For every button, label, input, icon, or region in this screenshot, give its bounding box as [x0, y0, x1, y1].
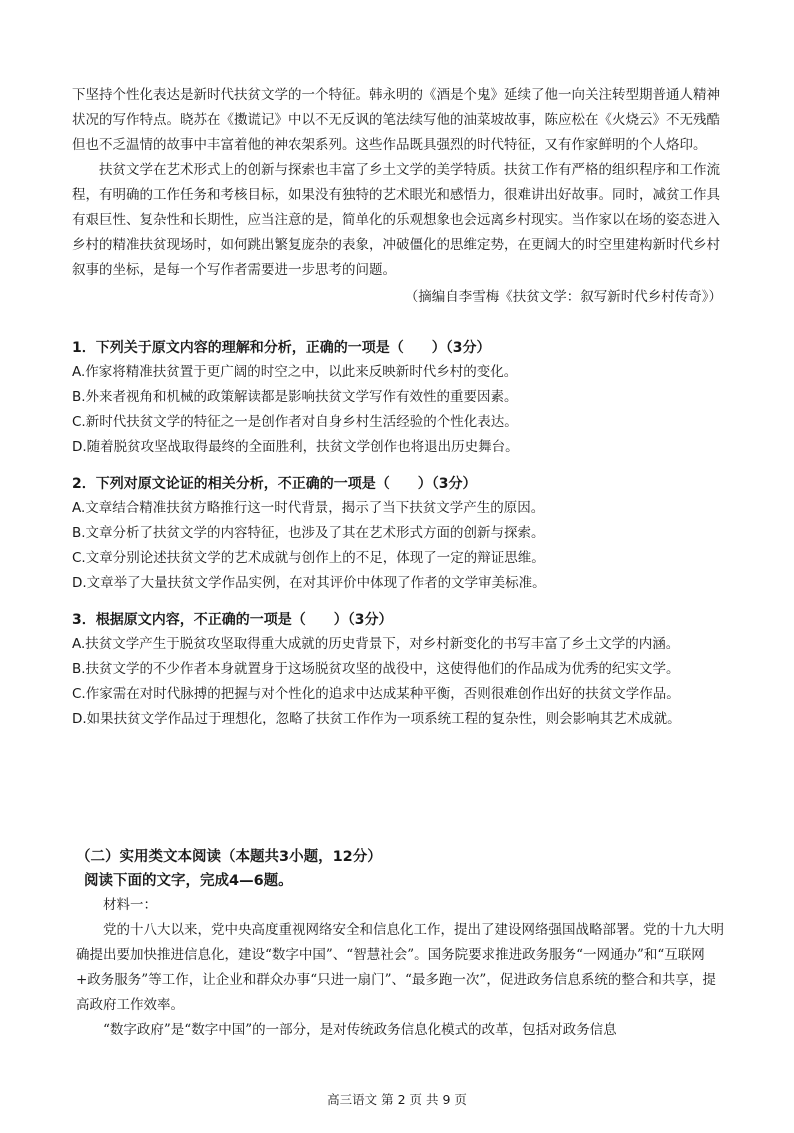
page-footer: 高三语文 第 2 页 共 9 页 [327, 1092, 467, 1107]
question-stem: 2．下列对原文论证的相关分析，不正确的一项是（ ）（3分） [72, 476, 477, 492]
option-a[interactable]: A.作家将精准扶贫置于更广阔的时空之中，以此来反映新时代乡村的变化。 [72, 364, 518, 380]
option-d[interactable]: D.文章举了大量扶贫文学作品实例，在对其评价中体现了作者的文学审美标准。 [72, 575, 546, 591]
passage-paragraph: 下坚持个性化表达是新时代扶贫文学的一个特征。韩永明的《酒是个鬼》延续了他一向关注转型期普通人精神状况的写作特点。晓苏在《擞谎记》中以不无反讽的笔法续写他的油菜坡故事，陈应松在《火烧云》不无残酷但也不乏温情的故事中丰富着他的神农架系列。这些作品既具强烈的时代特征，又有作家鲜明的个人烙印。 [72, 87, 720, 153]
option-d[interactable]: D.如果扶贫文学作品过于理想化，忽略了扶贫工作作为一项系统工程的复杂性，则会影响其艺术成就。 [72, 711, 681, 727]
question-stem: 3．根据原文内容，不正确的一项是（ ）（3分） [72, 612, 393, 628]
option-b[interactable]: B.扶贫文学的不少作者本身就置身于这场脱贫攻坚的战役中，这使得他们的作品成为优秀的纪实文学。 [72, 661, 680, 677]
passage-source: （摘编自李雪梅《扶贫文学：叙写新时代乡村传奇》） [404, 289, 722, 305]
question-2 [72, 472, 722, 596]
material-paragraph: 党的十八大以来，党中央高度重视网络安全和信息化工作，提出了建设网络强国战略部署。党的十九大明确提出要加快推进信息化，建设“数字中国”、“智慧社会”。国务院要求推进政务服务“一网通办”和“互联网+政务服务”等工作，让企业和群众办事“只进一扇门”、“最多跑一次”，促进政务信息系统的整合和共享，提高政府工作效率。 [76, 922, 724, 1013]
option-c[interactable]: C.作家需在对时代脉搏的把握与对个性化的追求中达成某种平衡，否则很难创作出好的扶贫文学作品。 [72, 686, 680, 702]
material-paragraph: “数字政府”是“数字中国”的一部分，是对传统政务信息化模式的改革，包括对政务信息 [103, 1022, 617, 1038]
passage-continued [72, 83, 722, 310]
option-a[interactable]: A.扶贫文学产生于脱贫攻坚取得重大成就的历史背景下，对乡村新变化的书写丰富了乡土文学的内涵。 [72, 636, 680, 652]
question-1 [72, 336, 722, 460]
section-2 [76, 845, 726, 1043]
option-d[interactable]: D.随着脱贫攻坚战取得最终的全面胜利，扶贫文学创作也将退出历史舞台。 [72, 439, 519, 455]
option-b[interactable]: B.外来者视角和机械的政策解读都是影响扶贫文学写作有效性的重要因素。 [72, 389, 518, 405]
passage-paragraph: 扶贫文学在艺术形式上的创新与探索也丰富了乡土文学的美学特质。扶贫工作有严格的组织程序和工作流程，有明确的工作任务和考核目标，如果没有独特的艺术眼光和感悟力，很难讲出好故事。同时，减贫工作具有艰巨性、复杂性和长期性，应当注意的是，简单化的乐观想象也会远离乡村现实。当作家以在场的姿态进入乡村的精准扶贫现场时，如何跳出繁复庞杂的表象，冲破僵化的思维定势，在更阔大的时空里建构新时代乡村叙事的坐标，是每一个写作者需要进一步思考的问题。 [72, 162, 720, 278]
section-instruction: 阅读下面的文字，完成4—6题。 [84, 873, 293, 889]
option-a[interactable]: A.文章结合精准扶贫方略推行这一时代背景，揭示了当下扶贫文学产生的原因。 [72, 500, 545, 516]
question-stem: 1．下列关于原文内容的理解和分析，正确的一项是（ ）（3分） [72, 340, 491, 356]
section-heading: （二）实用类文本阅读（本题共3小题，12分） [76, 849, 382, 865]
option-c[interactable]: C.新时代扶贫文学的特征之一是创作者对自身乡村生活经验的个性化表达。 [72, 414, 518, 430]
material-label: 材料一： [103, 897, 157, 913]
option-b[interactable]: B.文章分析了扶贫文学的内容特征，也涉及了其在艺术形式方面的创新与探索。 [72, 525, 545, 541]
option-c[interactable]: C.文章分别论述扶贫文学的艺术成就与创作上的不足，体现了一定的辩证思维。 [72, 550, 545, 566]
question-3 [72, 608, 722, 732]
